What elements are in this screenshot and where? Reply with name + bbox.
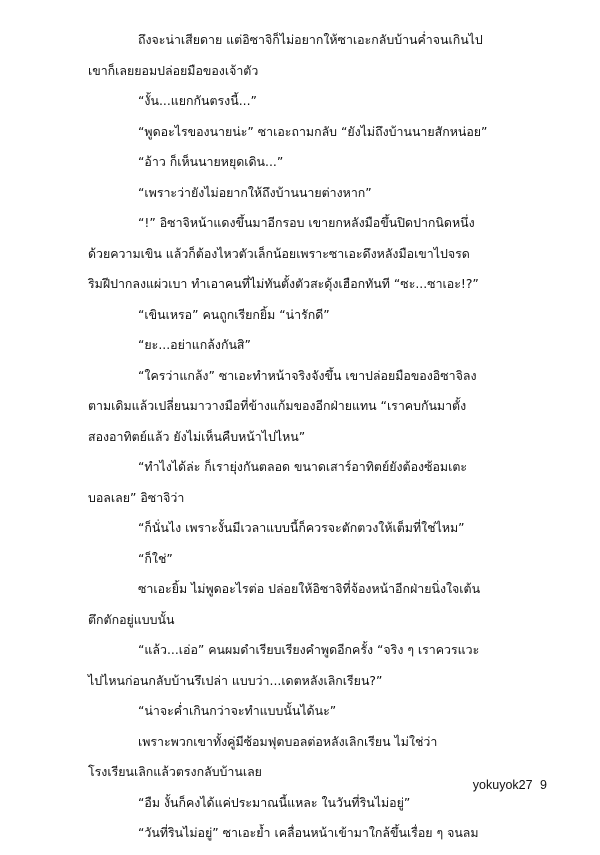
paragraph (88, 86, 558, 117)
paragraph (88, 544, 558, 575)
paragraph (88, 635, 558, 696)
text-line: ไปไหนก่อนกลับบ้านรึเปล่า แบบว่า...เดตหลังเลิกเรียน?” (88, 672, 383, 688)
paragraph (88, 452, 558, 513)
paragraph (88, 208, 558, 300)
text-line: “ทำไงได้ล่ะ ก็เรายุ่งกันตลอด ขนาดเสาร์อาทิตย์ยังต้องซ้อมเตะ (138, 459, 468, 474)
text-line: “วันที่รินไม่อยู่” ซาเอะย้ำ เคลื่อนหน้าเข้ามาใกล้ขึ้นเรื่อย ๆ จนลม (138, 825, 479, 840)
paragraph (88, 300, 558, 331)
paragraph (88, 25, 558, 86)
text-line: “ก็นั่นไง เพราะงั้นมีเวลาแบบนี้ก็ควรจะตักตวงให้เต็มที่ใช่ไหม” (138, 520, 465, 535)
text-line: “เพราะว่ายังไม่อยากให้ถึงบ้านนายต่างหาก” (138, 184, 372, 200)
text-line: โรงเรียนเลิกแล้วตรงกลับบ้านเลย (88, 764, 262, 779)
text-line: “ใครว่าแกล้ง” ซาเอะทำหน้าจริงจังขึ้น เขาปล่อยมือของอิซาจิลง (138, 367, 477, 383)
paragraph (88, 361, 558, 453)
text-line: “!” อิซาจิหน้าแดงขึ้นมาอีกรอบ เขายกหลังมือขึ้นปิดปากนิดหนึ่ง (138, 215, 475, 230)
page-footer (473, 778, 547, 792)
text-line: “น่าจะค่ำเกินกว่าจะทำแบบนั้นได้นะ” (138, 703, 337, 718)
story-text (88, 25, 558, 849)
paragraph (88, 574, 558, 635)
paragraph (88, 818, 558, 849)
text-line: สองอาทิตย์แล้ว ยังไม่เห็นคืบหน้าไปไหน” (88, 428, 306, 444)
text-line: ริมฝีปากลงแผ่วเบา ทำเอาคนที่ไม่ทันตั้งตัวสะดุ้งเฮือกทันที “ซะ...ซาเอะ!?” (88, 276, 479, 291)
text-line: “แล้ว...เอ่อ” คนผมดำเรียบเรียงคำพูดอีกครั้ง “จริง ๆ เราควรแวะ (138, 642, 480, 657)
paragraph (88, 788, 558, 819)
text-line: ด้วยความเขิน แล้วก็ต้องไหวตัวเล็กน้อยเพราะซาเอะดึงหลังมือเขาไปจรด (88, 245, 470, 261)
page-number: 9 (540, 778, 547, 792)
footer-author: yokuyok27 (472, 778, 533, 792)
text-line: บอลเลย” อิซาจิว่า (88, 489, 185, 505)
text-line: “เขินเหรอ” คนถูกเรียกยิ้ม “น่ารักดี” (138, 306, 330, 322)
text-line: “ก็ใช่” (138, 550, 173, 566)
text-line: “ยะ...อย่าแกล้งกันสิ” (138, 337, 251, 352)
text-line: “อืม งั้นก็คงได้แค่ประมาณนี้แหละ ในวันที่รินไม่อยู่” (138, 794, 411, 810)
paragraph (88, 178, 558, 209)
paragraph (88, 117, 558, 148)
text-line: ตึกตักอยู่แบบนั้น (88, 611, 175, 627)
paragraph (88, 696, 558, 727)
paragraph (88, 147, 558, 178)
paragraph (88, 330, 558, 361)
text-line: เพราะพวกเขาทั้งคู่มีซ้อมฟุตบอลต่อหลังเลิกเรียน ไม่ใช่ว่า (138, 733, 438, 749)
text-line: “พูดอะไรของนายน่ะ” ซาเอะถามกลับ “ยังไม่ถึงบ้านนายสักหน่อย” (138, 123, 488, 139)
text-line: “งั้น...แยกกันตรงนี้...” (138, 93, 257, 108)
text-line: ตามเดิมแล้วเปลี่ยนมาวางมือที่ข้างแก้มของอีกฝ่ายแทน “เราคบกันมาตั้ง (88, 398, 467, 413)
text-line: “อ้าว ก็เห็นนายหยุดเดิน...” (138, 154, 284, 169)
text-line: ถึงจะน่าเสียดาย แต่อิซาจิก็ไม่อยากให้ซาเอะกลับบ้านค่ำจนเกินไป (138, 32, 483, 47)
paragraph (88, 513, 558, 544)
text-line: เขาก็เลยยอมปล่อยมือของเจ้าตัว (88, 62, 259, 78)
text-line: ซาเอะยิ้ม ไม่พูดอะไรต่อ ปล่อยให้อิซาจิที่จ้องหน้าอีกฝ่ายนิ่งใจเต้น (138, 581, 481, 596)
